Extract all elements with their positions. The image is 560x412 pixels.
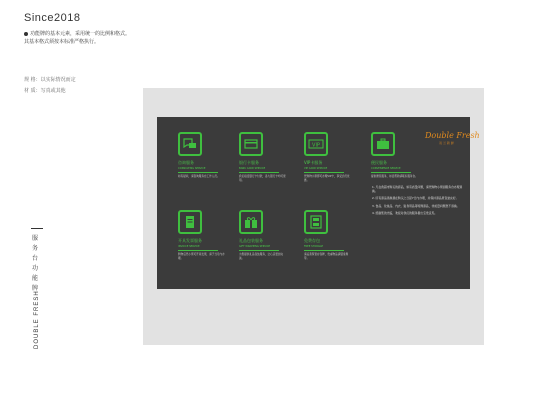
notice-text [372, 185, 464, 218]
invoice-icon [178, 210, 202, 234]
card-consulting [178, 132, 228, 179]
notice-item: 1. 凡在我超市购买的商品，如有质量问题，请凭购物小票到服务台办理退换。 [372, 185, 463, 194]
side-char: 台 [31, 255, 38, 262]
card-desc: 凭购物小票即可办理VIP卡，享受会员优惠。 [304, 175, 350, 182]
card-desc: 如有疑问，请咨询服务台工作人员。 [178, 175, 220, 178]
credit-card-icon [239, 132, 263, 156]
toolbox-icon [371, 132, 395, 156]
description-line-2: 其基本格式须按本标准严格执行。 [24, 39, 100, 45]
card-subtitle: BANK CARD SERVICE [239, 167, 266, 170]
card-subtitle: CONVENIENCE SERVICE [371, 167, 401, 170]
divider [178, 250, 218, 251]
side-title-en: DOUBLE FRESH [34, 290, 40, 349]
card-title: VIP卡服务 [304, 160, 323, 165]
logo-cn: 双 兰 新 鲜 [439, 141, 454, 145]
side-char: 服 [31, 235, 38, 242]
card-title: 咨询服务 [178, 160, 194, 165]
card-subtitle: INVOICE SERVICE [178, 245, 200, 248]
card-convenience [371, 132, 421, 179]
card-title: 银行卡服务 [239, 160, 259, 165]
notice-item: 2. 所有商品退换须在购买之日起7日内办理，并保持商品原包装完好。 [372, 196, 459, 201]
divider [304, 172, 344, 173]
card-invoice [178, 210, 228, 261]
divider [371, 172, 411, 173]
side-char: 牌 [31, 285, 38, 292]
card-bank [239, 132, 289, 183]
side-char: 能 [31, 275, 38, 282]
card-title: 便民服务 [371, 160, 387, 165]
card-storage [304, 210, 354, 261]
divider [239, 250, 279, 251]
divider [178, 172, 218, 173]
card-desc: 购物后凭小票可开具发票，请于当月内办理。 [178, 253, 225, 260]
vip-icon-text: VIP [312, 142, 320, 149]
divider [304, 250, 344, 251]
card-subtitle: FREE STORAGE [304, 245, 324, 248]
card-subtitle: GIFT WRAPPING SERVICE [239, 245, 271, 248]
gift-icon [239, 210, 263, 234]
locker-icon [304, 210, 328, 234]
chat-icon [178, 132, 202, 156]
side-title-cn [30, 234, 40, 294]
card-desc: 为您提供礼品包装服务，让心意更加完美。 [239, 253, 284, 260]
side-divider [31, 228, 43, 229]
logo-script: Double Fresh [425, 131, 480, 140]
side-char: 务 [31, 245, 38, 252]
card-gift [239, 210, 289, 261]
description [24, 30, 130, 46]
card-vip [304, 132, 354, 183]
page-title: Since2018 [24, 12, 81, 24]
vip-card-icon [304, 132, 328, 156]
brand-logo [425, 131, 480, 145]
card-title: 免费存包 [304, 238, 320, 243]
card-desc: 请妥善保管存包牌，贵重物品请随身携带。 [304, 253, 349, 260]
card-desc: 提供便民服务，如需帮助请联系服务台。 [371, 175, 418, 178]
description-line-1: 功能牌的基本元素，采用统一的比例和格式。 [30, 31, 131, 37]
card-title: 礼品包装服务 [239, 238, 263, 243]
card-subtitle: CONSULTING SERVICE [178, 167, 206, 170]
side-char: 功 [31, 265, 38, 272]
card-desc: 我们接受银行卡付款，各大银行卡均可使用。 [239, 175, 286, 182]
divider [239, 172, 279, 173]
notice-item: 3. 食品、化妆品、内衣、贴身用品等特殊商品，非质量问题恕不退换。 [372, 203, 460, 208]
card-title: 开具发票服务 [178, 238, 202, 243]
card-subtitle: VIP CARD SERVICE [304, 167, 328, 170]
bullet-icon [24, 32, 28, 36]
spec-material: 材 质：写真或其他 [24, 88, 66, 94]
notice-item: 4. 感谢您的光临，欢迎对我们的服务提出宝贵意见。 [372, 210, 438, 215]
spec-size: 规 格：以实际情况而定 [24, 77, 76, 83]
